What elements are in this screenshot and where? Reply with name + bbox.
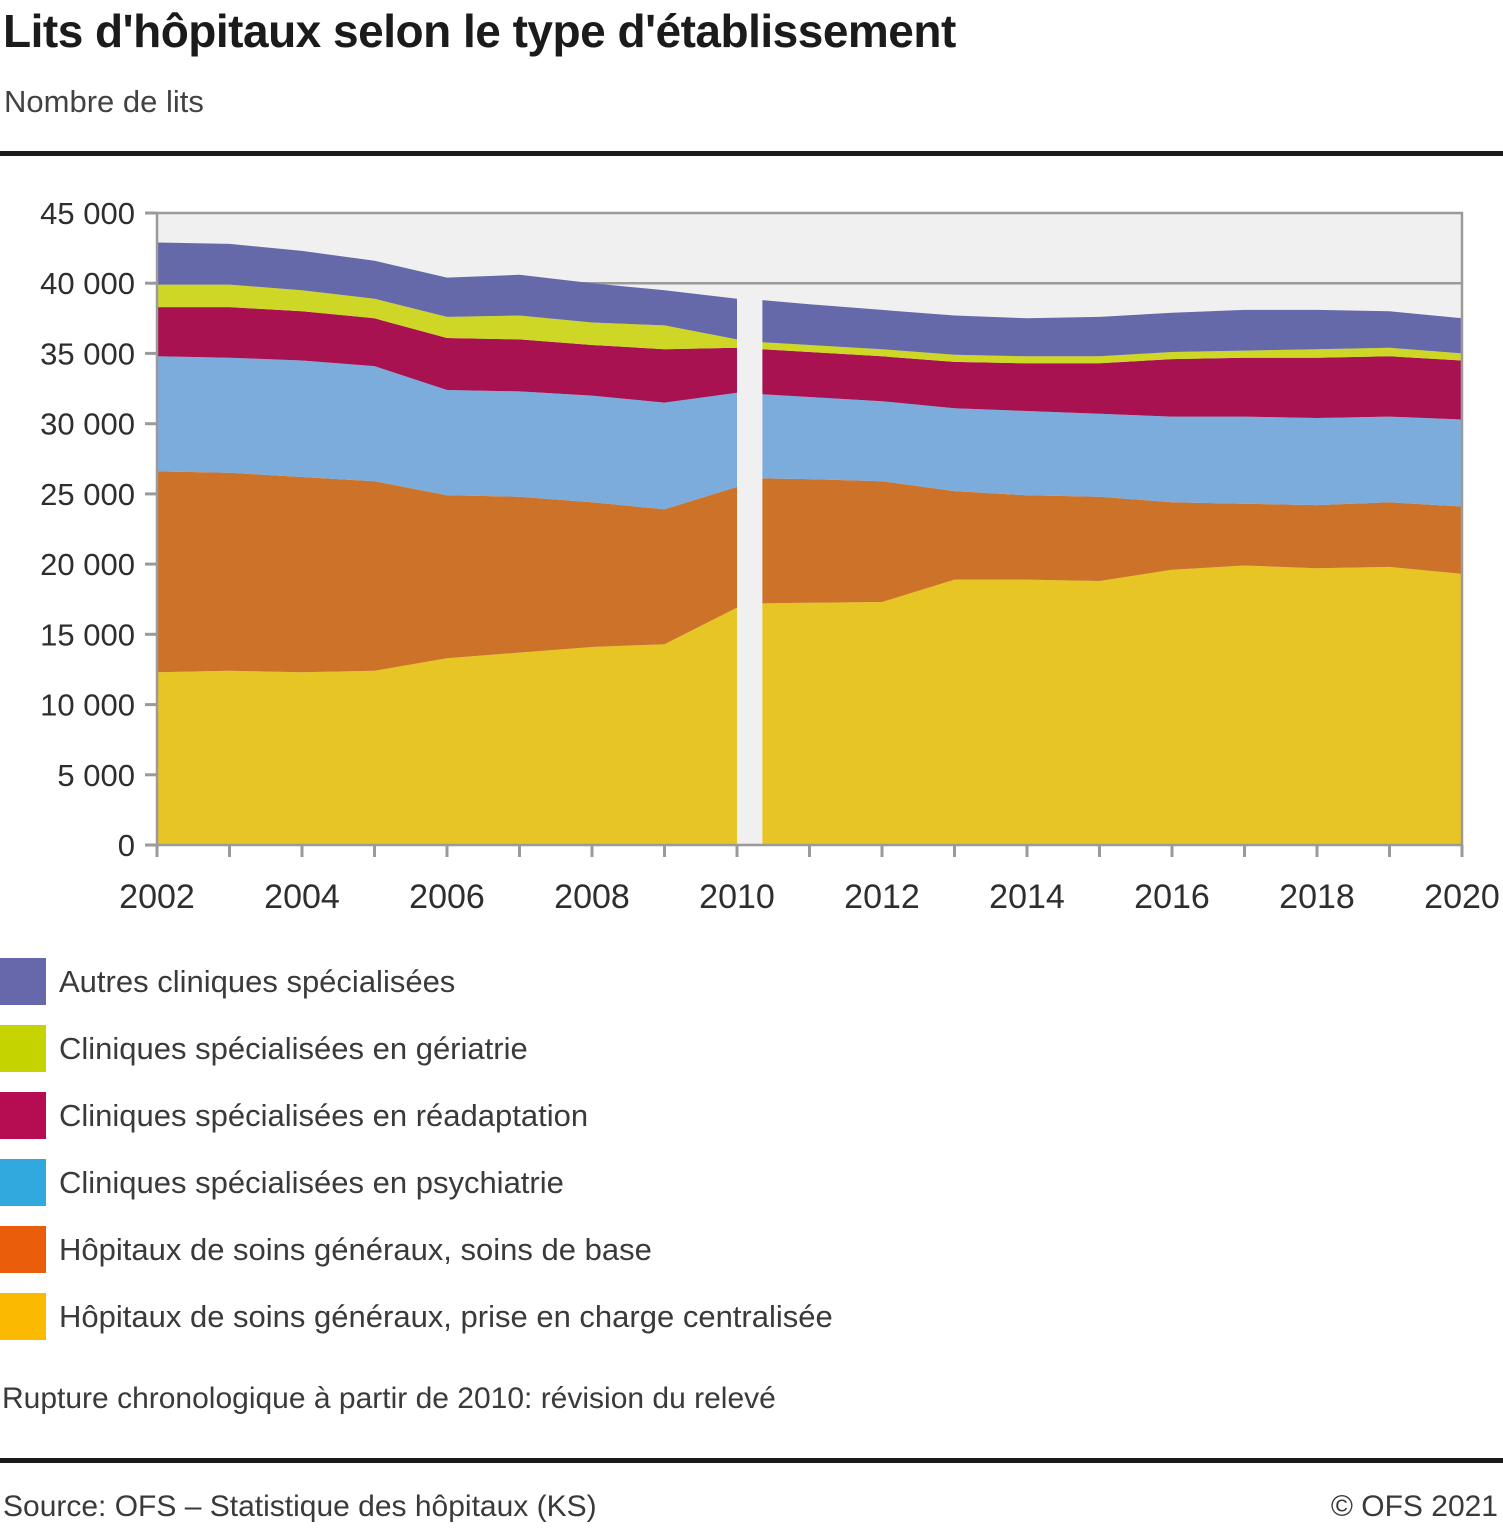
legend bbox=[0, 948, 833, 1350]
svg-text:2006: 2006 bbox=[409, 878, 485, 916]
svg-text:2012: 2012 bbox=[844, 878, 920, 916]
legend-item-readaptation bbox=[0, 1082, 833, 1149]
legend-label: Cliniques spécialisées en réadaptation bbox=[59, 1097, 589, 1133]
legend-item-prise-en-charge-centralisee bbox=[0, 1283, 833, 1350]
svg-text:2008: 2008 bbox=[554, 878, 630, 916]
footer-divider bbox=[0, 1458, 1503, 1463]
legend-label: Cliniques spécialisées en psychiatrie bbox=[59, 1164, 564, 1200]
legend-swatch-prise-en-charge-centralisee bbox=[0, 1293, 46, 1340]
legend-item-soins-de-base bbox=[0, 1216, 833, 1283]
svg-text:2020: 2020 bbox=[1424, 878, 1500, 916]
legend-swatch-readaptation bbox=[0, 1092, 46, 1139]
svg-text:20 000: 20 000 bbox=[40, 547, 135, 583]
legend-item-psychiatrie bbox=[0, 1149, 833, 1216]
legend-item-geriatrie bbox=[0, 1015, 833, 1082]
svg-text:0: 0 bbox=[117, 828, 135, 863]
svg-text:2018: 2018 bbox=[1279, 878, 1355, 916]
legend-swatch-autres-cliniques bbox=[0, 958, 46, 1005]
svg-text:2016: 2016 bbox=[1134, 878, 1210, 916]
svg-text:2010: 2010 bbox=[699, 878, 775, 916]
chart-subtitle: Nombre de lits bbox=[4, 84, 204, 119]
page-title: Lits d'hôpitaux selon le type d'établissement bbox=[3, 5, 956, 57]
source-text: Source: OFS – Statistique des hôpitaux (KS) bbox=[3, 1490, 597, 1523]
legend-swatch-psychiatrie bbox=[0, 1159, 46, 1206]
legend-label: Autres cliniques spécialisées bbox=[59, 963, 456, 999]
svg-text:5 000: 5 000 bbox=[57, 757, 135, 793]
copyright-text: © OFS 2021 bbox=[1330, 1490, 1498, 1523]
svg-text:2014: 2014 bbox=[989, 878, 1065, 916]
legend-item-autres-cliniques bbox=[0, 948, 833, 1015]
svg-text:2004: 2004 bbox=[264, 878, 340, 916]
svg-text:40 000: 40 000 bbox=[40, 266, 135, 302]
legend-swatch-geriatrie bbox=[0, 1025, 46, 1072]
footer bbox=[0, 1490, 1503, 1524]
legend-label: Cliniques spécialisées en gériatrie bbox=[59, 1030, 528, 1066]
svg-text:15 000: 15 000 bbox=[40, 617, 135, 653]
svg-text:2002: 2002 bbox=[119, 878, 195, 916]
svg-text:30 000: 30 000 bbox=[40, 406, 135, 442]
svg-text:10 000: 10 000 bbox=[40, 687, 135, 723]
legend-label: Hôpitaux de soins généraux, prise en charge centralisée bbox=[59, 1298, 833, 1334]
svg-text:35 000: 35 000 bbox=[40, 336, 135, 372]
legend-label: Hôpitaux de soins généraux, soins de base bbox=[59, 1231, 652, 1267]
svg-text:25 000: 25 000 bbox=[40, 476, 135, 512]
break-note: Rupture chronologique à partir de 2010: révision du relevé bbox=[2, 1382, 776, 1415]
svg-text:45 000: 45 000 bbox=[40, 196, 135, 231]
legend-swatch-soins-de-base bbox=[0, 1226, 46, 1273]
